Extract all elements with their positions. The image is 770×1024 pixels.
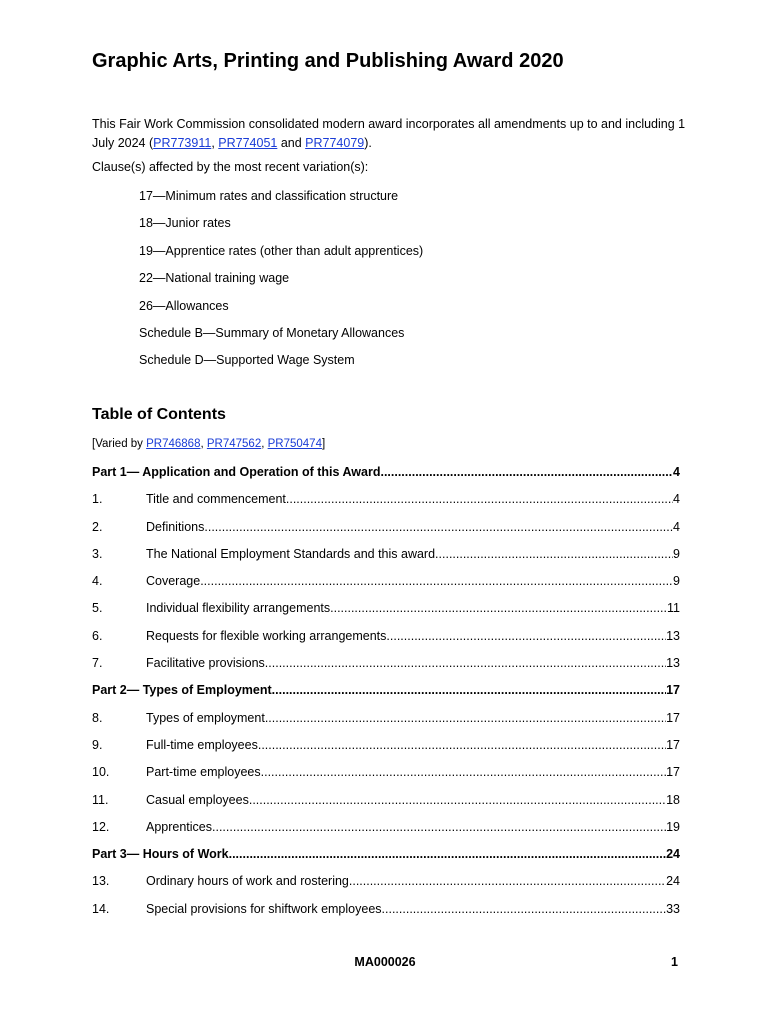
toc-entry-number: 10. — [92, 765, 110, 780]
toc-dot-leader — [200, 573, 673, 590]
toc-dot-leader — [272, 682, 666, 699]
toc-dot-leader — [265, 710, 666, 727]
toc-entry-page: 17 — [666, 683, 680, 698]
affected-clause: 18—Junior rates — [139, 216, 231, 231]
toc-entry-label: Facilitative provisions — [146, 656, 265, 671]
toc-dot-leader — [382, 901, 667, 918]
toc-entry-label: Special provisions for shiftwork employees — [146, 901, 382, 916]
toc-entry-label: Full-time employees — [146, 737, 258, 752]
varied-prefix: [Varied by — [92, 438, 147, 450]
toc-clause-entry[interactable] — [92, 901, 680, 928]
toc-dot-leader — [212, 819, 666, 836]
toc-dot-leader — [204, 519, 673, 536]
toc-part-entry[interactable] — [92, 846, 680, 873]
toc-entry-label: Ordinary hours of work and rostering — [146, 874, 349, 889]
toc-dot-leader — [265, 655, 666, 672]
toc-entry-label: Part 2— Types of Employment — [92, 683, 272, 698]
varied-separator: , — [261, 438, 268, 450]
toc-entry-page: 17 — [666, 710, 680, 725]
toc-varied-note — [92, 438, 325, 450]
affected-clause: 26—Allowances — [139, 298, 229, 313]
affected-clause: 22—National training wage — [139, 271, 290, 286]
toc-clause-entry[interactable] — [92, 710, 680, 737]
toc-entry-page: 11 — [667, 601, 680, 616]
toc-clause-entry[interactable] — [92, 873, 680, 900]
toc-entry-label: Coverage — [146, 574, 201, 589]
toc-entry-page: 4 — [673, 519, 680, 534]
toc-clause-entry[interactable] — [92, 600, 680, 627]
toc-entry-label: Part-time employees — [146, 765, 261, 780]
affected-clause: 17—Minimum rates and classification structure — [139, 189, 399, 203]
toc-entry-number: 2. — [92, 519, 103, 534]
toc-dot-leader — [261, 764, 666, 781]
toc-entry-number: 3. — [92, 546, 103, 561]
toc-entry-number: 4. — [92, 574, 103, 589]
toc-entry-label: Casual employees — [146, 792, 249, 807]
varied-suffix: ] — [321, 438, 326, 450]
toc-clause-entry[interactable] — [92, 491, 680, 518]
toc-entry-page: 24 — [666, 874, 680, 889]
toc-entry-number: 11. — [92, 792, 109, 807]
link-pr746868[interactable]: PR746868 — [146, 438, 201, 450]
affected-clause: Schedule B—Summary of Monetary Allowances — [139, 325, 405, 340]
toc-entry-label: Part 1— Application and Operation of this Award — [92, 465, 381, 479]
toc-entry-page: 4 — [673, 465, 680, 479]
toc-dot-leader — [330, 600, 667, 617]
toc-clause-entry[interactable] — [92, 628, 680, 655]
link-pr774051[interactable]: PR774051 — [218, 136, 278, 150]
document-title: Graphic Arts, Printing and Publishing Award 2020 — [92, 50, 564, 72]
intro-text: This Fair Work Commission consolidated modern award incorporates all amendments up to and including 1 July 2024 ( — [92, 117, 686, 150]
toc-clause-entry[interactable] — [92, 792, 680, 819]
link-pr773911[interactable]: PR773911 — [153, 136, 212, 150]
toc-entry-label: Definitions — [146, 519, 205, 534]
affected-clauses-label: Clause(s) affected by the most recent variation(s): — [92, 160, 369, 174]
toc-dot-leader — [229, 846, 666, 863]
toc-entry-number: 5. — [92, 601, 103, 616]
toc-clause-entry[interactable] — [92, 519, 680, 546]
toc-dot-leader — [435, 546, 673, 563]
toc-entry-label: Title and commencement — [146, 492, 286, 507]
toc-entry-label: Types of employment — [146, 710, 265, 725]
toc-part-entry[interactable] — [92, 464, 680, 491]
link-pr747562[interactable]: PR747562 — [206, 438, 262, 450]
toc-entry-label: Requests for flexible working arrangements — [146, 628, 387, 643]
toc-entry-page: 19 — [666, 819, 680, 834]
intro-text-end: ). — [364, 136, 372, 150]
toc-entry-page: 17 — [666, 737, 680, 752]
toc-clause-entry[interactable] — [92, 655, 680, 682]
toc-clause-entry[interactable] — [92, 573, 680, 600]
toc-entry-page: 24 — [666, 847, 680, 862]
toc-dot-leader — [258, 737, 666, 754]
toc-clause-entry[interactable] — [92, 737, 680, 764]
toc-entry-page: 18 — [666, 792, 680, 807]
intro-separator: and — [277, 136, 306, 150]
toc-dot-leader — [286, 491, 673, 508]
toc-dot-leader — [349, 873, 666, 890]
link-pr774079[interactable]: PR774079 — [305, 136, 365, 150]
toc-entry-number: 8. — [92, 710, 103, 725]
affected-clauses-list — [139, 188, 423, 380]
toc-entry-label: The National Employment Standards and this award — [146, 546, 436, 561]
footer-award-code: MA000026 — [354, 955, 416, 969]
toc-entry-label: Apprentices — [146, 819, 213, 834]
affected-clause: 19—Apprentice rates (other than adult apprentices) — [139, 243, 424, 258]
affected-clause: Schedule D—Supported Wage System — [139, 353, 355, 368]
toc-entry-number: 7. — [92, 656, 103, 671]
link-pr750474[interactable]: PR750474 — [267, 438, 322, 450]
toc-part-entry[interactable] — [92, 682, 680, 709]
varied-separator: , — [200, 438, 207, 450]
toc-dot-leader — [380, 464, 673, 481]
toc-dot-leader — [386, 628, 666, 645]
toc-entry-number: 9. — [92, 737, 103, 752]
footer-page-number: 1 — [671, 955, 678, 969]
toc-list — [92, 464, 680, 928]
toc-entry-label: Part 3— Hours of Work — [92, 847, 229, 862]
toc-entry-number: 1. — [92, 492, 103, 507]
toc-clause-entry[interactable] — [92, 764, 680, 791]
toc-entry-page: 33 — [666, 901, 680, 916]
toc-entry-number: 6. — [92, 628, 103, 643]
toc-clause-entry[interactable] — [92, 546, 680, 573]
toc-entry-number: 14. — [92, 901, 110, 916]
toc-entry-page: 13 — [666, 656, 680, 671]
toc-clause-entry[interactable] — [92, 819, 680, 846]
intro-paragraph — [92, 115, 692, 153]
toc-entry-page: 4 — [673, 492, 680, 507]
toc-entry-number: 12. — [92, 819, 110, 834]
intro-separator: , — [211, 136, 219, 150]
toc-entry-number: 13. — [92, 874, 110, 889]
toc-entry-label: Individual flexibility arrangements — [146, 601, 331, 616]
toc-entry-page: 17 — [666, 765, 680, 780]
toc-heading: Table of Contents — [92, 406, 226, 423]
toc-entry-page: 9 — [673, 546, 680, 561]
toc-entry-page: 13 — [666, 628, 680, 643]
toc-entry-page: 9 — [673, 574, 680, 589]
toc-dot-leader — [249, 792, 666, 809]
